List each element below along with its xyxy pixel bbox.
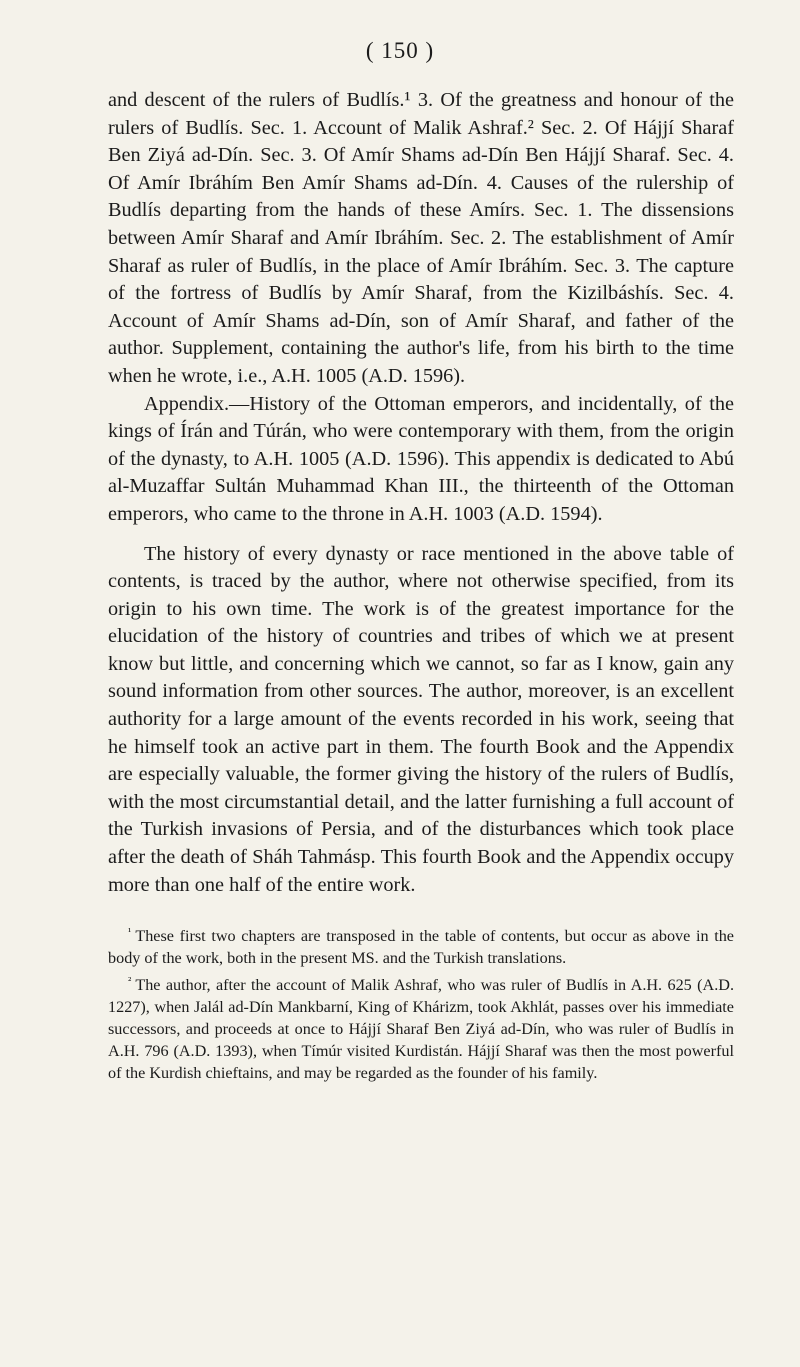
page-content	[108, 87, 734, 1085]
footnotes	[108, 921, 734, 1084]
footnote-1-mark: ¹	[128, 926, 132, 939]
paragraph-table-of-contents: and descent of the rulers of Budlís.¹ 3. Of the greatness and honour of the rulers of Budlís. Sec. 1. Account of Malik Ashraf.² Sec. 2. Of Hájjí Sharaf Ben Ziyá ad-Dín. Sec. 3. Of Amír Shams ad-Dín Ben Hájjí Sharaf. Sec. 4. Of Amír Ibráhím Ben Amír Shams ad-Dín. 4. Causes of the rulership of Budlís departing from the hands of these Amírs. Sec. 1. The dissensions between Amír Sharaf and Amír Ibráhím. Sec. 2. The establishment of Amír Sharaf as ruler of Budlís, in the place of Amír Ibráhím. Sec. 3. The capture of the fortress of Budlís by Amír Sharaf, from the Kizilbáshís. Sec. 4. Account of Amír Shams ad-Dín, son of Amír Sharaf, and father of the author. Supplement, containing the author's life, from his birth to the time when he wrote, i.e., A.H. 1005 (A.D. 1596).	[108, 89, 734, 387]
footnote-2-mark: ²	[128, 974, 132, 987]
footnote-1-text: These first two chapters are transposed in the table of contents, but occur as above in the body of the work, both in the present MS. and the Turkish translations.	[108, 927, 734, 968]
page-number: ( 150 )	[365, 38, 435, 63]
footnote-2	[108, 970, 734, 1085]
paragraph-appendix: Appendix.—History of the Ottoman emperors, and incidentally, of the kings of Írán and Túrán, who were contemporary with them, from the origin of the dynasty, to A.H. 1005 (A.D. 1596). This appendix is dedicated to Abú al-Muzaffar Sultán Muhammad Khan III., the thirteenth of the Ottoman emperors, who came to the throne in A.H. 1003 (A.D. 1594).	[108, 392, 734, 525]
footnote-1	[108, 921, 734, 969]
paragraph-commentary: The history of every dynasty or race mentioned in the above table of contents, is traced by the author, where not otherwise specified, from its origin to his own time. The work is of the greatest importance for the elucidation of the history of countries and tribes of which we at present know but little, and concerning which we cannot, so far as I know, gain any sound information from other sources. The author, moreover, is an excellent authority for a large amount of the events recorded in his work, seeing that he himself took an active part in them. The fourth Book and the Appendix are especially valuable, the former giving the history of the rulers of Budlís, with the most circumstantial detail, and the latter furnishing a full account of the Turkish invasions of Persia, and of the disturbances which took place after the death of Sháh Tahmásp. This fourth Book and the Appendix occupy more than one half of the entire work.	[108, 542, 734, 896]
footnote-2-text: The author, after the account of Malik Ashraf, who was ruler of Budlís in A.H. 625 (A.D. 1227), when Jalál ad-Dín Mankbarní, King of Khárizm, took Akhlát, passes over his immediate successors, and proceeds at once to Hájjí Sharaf Ben Ziyá ad-Dín, who was ruler of Budlís in A.H. 796 (A.D. 1393), when Tímúr visited Kurdistán. Hájjí Sharaf was then the most powerful of the Kurdish chieftains, and may be regarded as the founder of his family.	[108, 975, 734, 1083]
